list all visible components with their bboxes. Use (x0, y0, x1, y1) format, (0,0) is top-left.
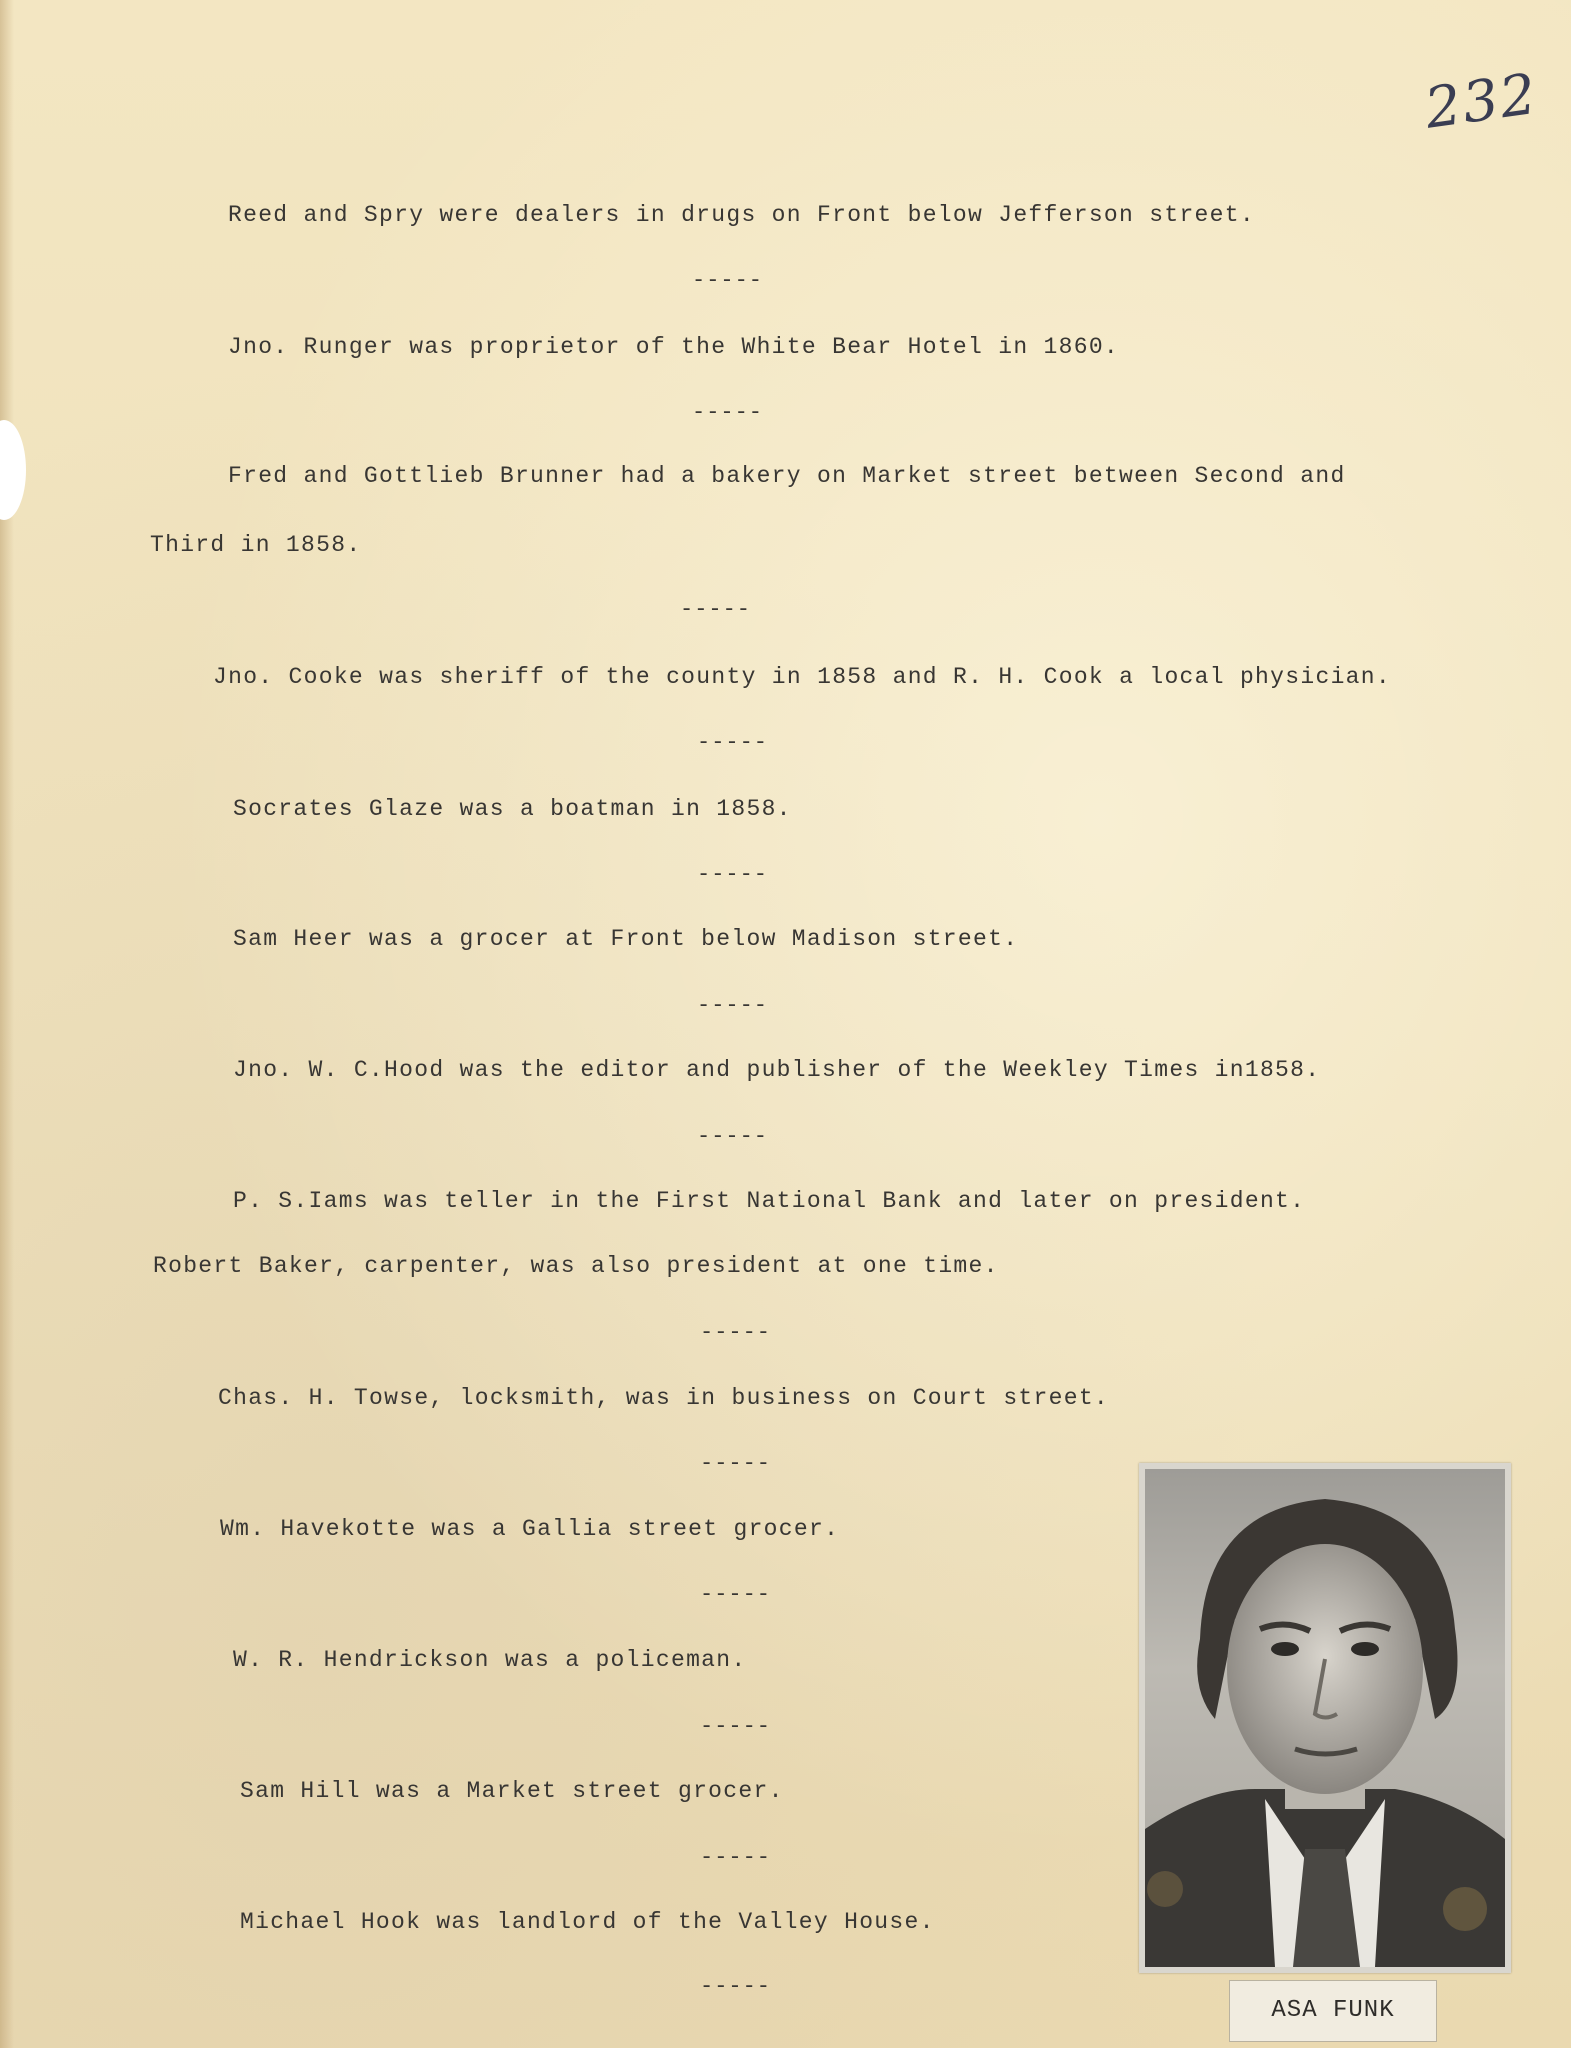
portrait-illustration (1145, 1469, 1505, 1967)
portrait-image (1145, 1469, 1505, 1967)
page-edge-shadow (0, 0, 14, 2048)
separator: ----- (692, 400, 764, 425)
separator: ----- (700, 1714, 772, 1739)
separator: ----- (692, 268, 764, 293)
entry-line: Sam Hill was a Market street grocer. (240, 1778, 784, 1804)
entry-line: Sam Heer was a grocer at Front below Madison street. (233, 926, 1019, 952)
entry-line: Chas. H. Towse, locksmith, was in business on Court street. (218, 1385, 1110, 1411)
handwritten-page-number: 232 (1421, 61, 1542, 142)
photo-caption-label (1229, 1980, 1437, 2042)
separator: ----- (700, 1320, 772, 1345)
separator: ----- (697, 993, 769, 1018)
entry-line: Jno. W. C.Hood was the editor and publisher of the Weekley Times in1858. (233, 1057, 1321, 1083)
entry-line: Reed and Spry were dealers in drugs on Front below Jefferson street. (228, 202, 1255, 228)
entry-line: Wm. Havekotte was a Gallia street grocer. (220, 1516, 840, 1542)
separator: ----- (697, 862, 769, 887)
separator: ----- (697, 730, 769, 755)
separator: ----- (700, 1845, 772, 1870)
photo-caption: ASA FUNK (1271, 1997, 1395, 2024)
entry-line: Third in 1858. (150, 532, 362, 558)
separator: ----- (697, 1124, 769, 1149)
page-edge-notch (0, 420, 26, 520)
entry-line: Jno. Cooke was sheriff of the county in 1858 and R. H. Cook a local physician. (213, 664, 1391, 690)
entry-line: Michael Hook was landlord of the Valley House. (240, 1909, 935, 1935)
separator: ----- (700, 1451, 772, 1476)
entry-line: Jno. Runger was proprietor of the White Bear Hotel in 1860. (228, 334, 1120, 360)
entry-line: Socrates Glaze was a boatman in 1858. (233, 796, 792, 822)
entry-line: Fred and Gottlieb Brunner had a bakery on Market street between Second and (228, 463, 1346, 489)
entry-line: P. S.Iams was teller in the First National Bank and later on president. (233, 1188, 1306, 1214)
separator: ----- (700, 1974, 772, 1999)
separator: ----- (700, 1582, 772, 1607)
entry-line: W. R. Hendrickson was a policeman. (233, 1647, 747, 1673)
portrait-photo (1139, 1463, 1511, 1973)
entry-line: Robert Baker, carpenter, was also president at one time. (153, 1253, 999, 1279)
separator: ----- (680, 597, 752, 622)
